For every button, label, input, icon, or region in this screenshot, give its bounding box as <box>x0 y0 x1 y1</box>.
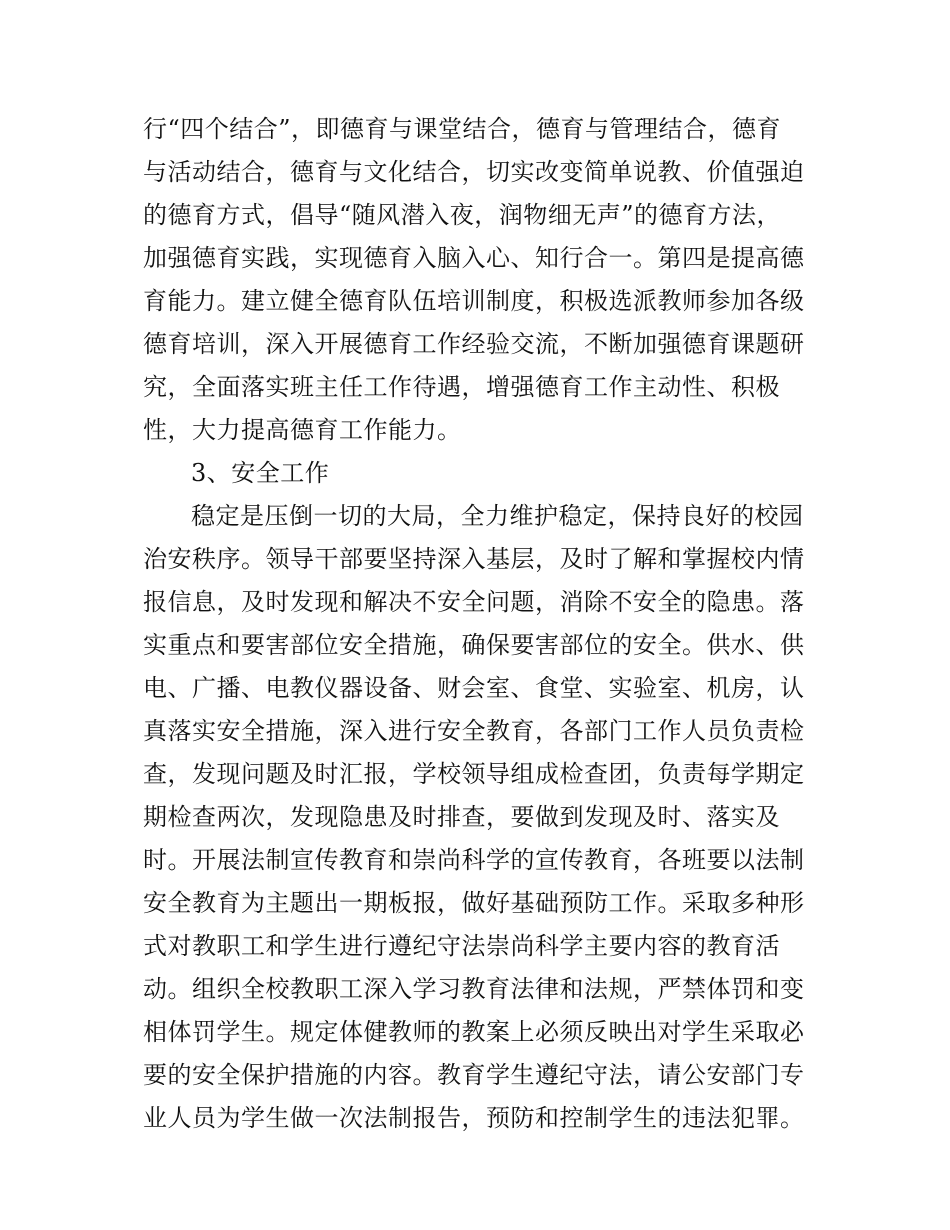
text-line: 报信息，及时发现和解决不安全问题，消除不安全的隐患。落 <box>143 588 805 616</box>
text-line: 业人员为学生做一次法制报告，预防和控制学生的违法犯罪。 <box>143 1104 805 1132</box>
text-line: 实重点和要害部位安全措施，确保要害部位的安全。供水、供 <box>143 631 805 659</box>
text-line: 安全教育为主题出一期板报，做好基础预防工作。采取多种形 <box>143 889 805 917</box>
text-line: 究，全面落实班主任工作待遇，增强德育工作主动性、积极 <box>143 373 780 401</box>
text-line: 治安秩序。领导干部要坚持深入基层，及时了解和掌握校内情 <box>143 545 805 573</box>
text-line: 与活动结合，德育与文化结合，切实改变简单说教、价值强迫 <box>143 158 805 186</box>
text-line: 稳定是压倒一切的大局，全力维护稳定，保持良好的校园 <box>191 502 804 530</box>
text-line: 查，发现问题及时汇报，学校领导组成检查团，负责每学期定 <box>143 760 805 788</box>
section-heading: 3、安全工作 <box>191 459 330 487</box>
text-line: 德育培训，深入开展德育工作经验交流，不断加强德育课题研 <box>143 330 805 358</box>
paragraph-moral-education <box>143 108 817 452</box>
text-line: 真落实安全措施，深入进行安全教育，各部门工作人员负责检 <box>143 717 805 745</box>
paragraph-safety-work <box>143 495 817 1140</box>
document-body <box>143 108 817 1140</box>
text-line: 要的安全保护措施的内容。教育学生遵纪守法，请公安部门专 <box>143 1061 805 1089</box>
text-line: 动。组织全校教职工深入学习教育法律和法规，严禁体罚和变 <box>143 975 805 1003</box>
text-line: 式对教职工和学生进行遵纪守法崇尚科学主要内容的教育活 <box>143 932 780 960</box>
text-line: 加强德育实践，实现德育入脑入心、知行合一。第四是提高德 <box>143 244 805 272</box>
text-line: 育能力。建立健全德育队伍培训制度，积极选派教师参加各级 <box>143 287 805 315</box>
text-line: 电、广播、电教仪器设备、财会室、食堂、实验室、机房，认 <box>143 674 805 702</box>
text-line: 行“四个结合”，即德育与课堂结合，德育与管理结合，德育 <box>143 115 782 143</box>
text-line: 期检查两次，发现隐患及时排查，要做到发现及时、落实及 <box>143 803 780 831</box>
text-line: 相体罚学生。规定体健教师的教案上必须反映出对学生采取必 <box>143 1018 805 1046</box>
text-line: 性，大力提高德育工作能力。 <box>143 416 462 444</box>
text-line: 的德育方式，倡导“随风潜入夜，润物细无声”的德育方法， <box>143 201 782 229</box>
text-line: 时。开展法制宣传教育和崇尚科学的宣传教育，各班要以法制 <box>143 846 805 874</box>
